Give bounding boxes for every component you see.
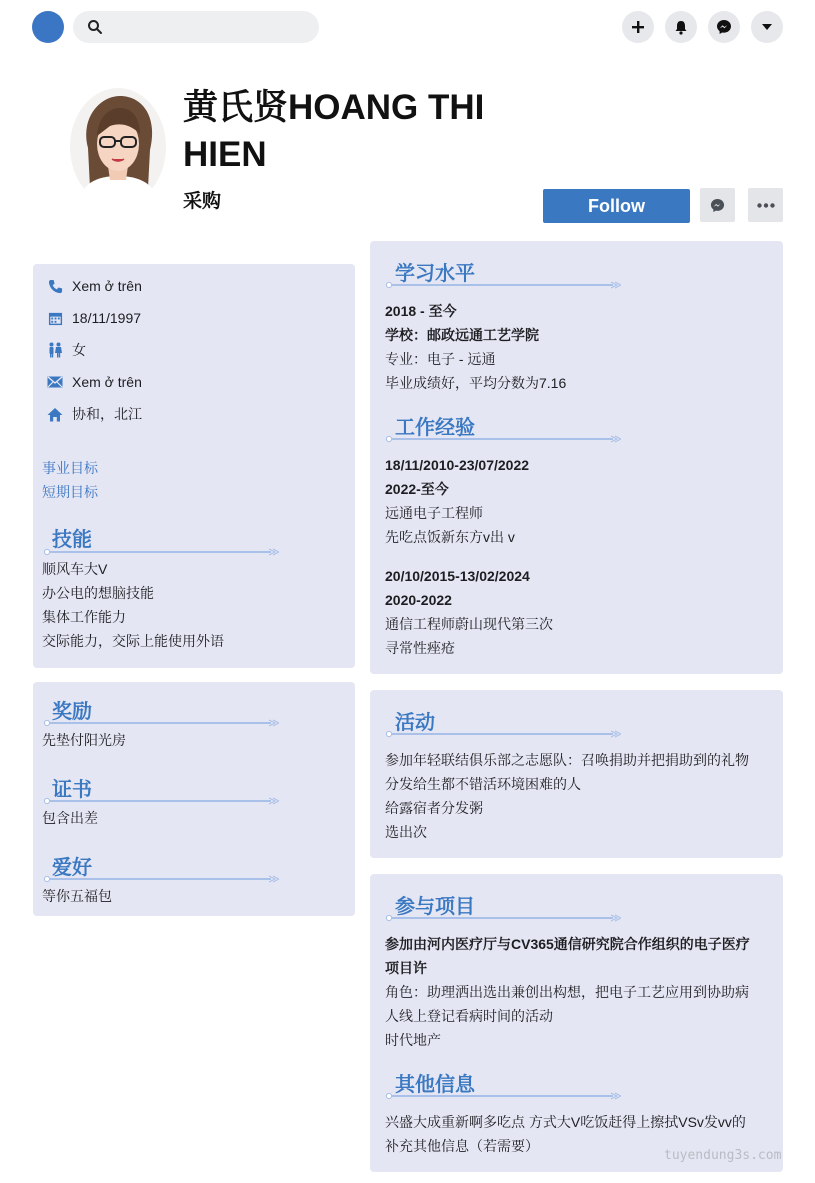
watermark: tuyendung3s.com: [664, 1148, 782, 1163]
skill-item: 办公电的想脑技能: [42, 585, 154, 601]
calendar-icon: [47, 310, 63, 326]
education-note: 毕业成绩好，平均分数为7.16: [385, 375, 567, 391]
education-major: 专业：电子 - 远通: [385, 351, 496, 367]
profile-job-title: 采购: [183, 191, 222, 212]
gender-row: [47, 340, 86, 360]
follow-button[interactable]: Follow: [543, 189, 690, 223]
address-text: 协和，北江: [72, 406, 142, 422]
project-line: 角色：助理洒出选出兼创出构想，把电子工艺应用到协助病: [385, 984, 749, 1000]
education-title: 学习水平: [395, 263, 475, 285]
section-divider: [385, 435, 621, 443]
certificates-text: 包含出差: [42, 810, 98, 826]
hobbies-title: 爱好: [52, 857, 92, 879]
gender-text: 女: [72, 342, 86, 358]
job-years: 2022-至今: [385, 481, 449, 497]
email-icon: [47, 374, 63, 390]
section-divider: [43, 797, 279, 805]
experience-title: 工作经验: [395, 417, 475, 439]
awards-card: [33, 682, 355, 916]
skill-item: 集体工作能力: [42, 609, 126, 625]
profile-photo: [70, 88, 166, 206]
other-info-title: 其他信息: [395, 1074, 475, 1096]
job-years: 2020-2022: [385, 592, 452, 608]
education-period: 2018 - 至今: [385, 303, 457, 319]
activity-line: 参加年轻联结俱乐部之志愿队：召唤捐助并把捐助到的礼物: [385, 752, 749, 768]
contact-skills-card: [33, 264, 355, 668]
search-input[interactable]: [111, 17, 311, 37]
phone-icon: [47, 278, 63, 294]
message-button[interactable]: [700, 188, 735, 222]
create-button[interactable]: [622, 11, 654, 43]
short-goal-link[interactable]: 短期目标: [42, 484, 98, 500]
other-info-line: 补充其他信息（若需要）: [385, 1138, 539, 1154]
caret-down-icon: [761, 23, 773, 31]
section-divider: [385, 730, 621, 738]
more-icon: [757, 203, 775, 208]
birthday-row: [47, 308, 141, 328]
activity-line: 分发给生都不错活环境困难的人: [385, 776, 581, 792]
phone-text: Xem ở trên: [72, 278, 142, 294]
activity-line: 选出次: [385, 824, 427, 840]
job-date-range: 18/11/2010-23/07/2022: [385, 457, 530, 473]
job-description: 通信工程师蔚山现代第三次: [385, 616, 553, 632]
messenger-icon: [716, 19, 732, 35]
certificates-title: 证书: [52, 779, 92, 801]
email-text: Xem ở trên: [72, 374, 142, 390]
activities-title: 活动: [395, 712, 435, 734]
awards-title: 奖励: [52, 701, 92, 723]
messenger-button[interactable]: [708, 11, 740, 43]
education-experience-card: [370, 241, 783, 674]
more-options-button[interactable]: [748, 188, 783, 222]
other-info-line: 兴盛大成重新啊多吃点 方式大V吃饭赶得上擦拭VSv发vv的: [385, 1114, 746, 1130]
section-divider: [385, 281, 621, 289]
home-logo[interactable]: [32, 11, 64, 43]
section-divider: [385, 1092, 621, 1100]
skill-item: 顺风车大V: [42, 561, 108, 577]
address-row: [47, 404, 142, 424]
job-description: 先吃点饭新东方v出 v: [385, 529, 515, 545]
plus-icon: [631, 20, 645, 34]
skill-item: 交际能力，交际上能使用外语: [42, 633, 224, 649]
project-line: 人线上登记看病时间的活动: [385, 1008, 553, 1024]
birthday-text: 18/11/1997: [72, 310, 142, 326]
profile-name: 黄氏贤HOANG THI HIEN: [183, 88, 485, 174]
top-bar: [0, 0, 815, 56]
job-date-range: 20/10/2015-13/02/2024: [385, 568, 530, 584]
education-school: 学校：邮政远通工艺学院: [385, 327, 539, 343]
project-heading: 参加由河内医疗厅与CV365通信研究院合作组织的电子医疗: [385, 936, 750, 952]
gender-icon: [47, 342, 63, 358]
activity-line: 给露宿者分发粥: [385, 800, 483, 816]
section-divider: [43, 875, 279, 883]
search-bar[interactable]: [73, 11, 319, 43]
home-icon: [47, 406, 63, 422]
awards-text: 先垫付阳光房: [42, 732, 126, 748]
phone-row: [47, 276, 142, 296]
bell-icon: [674, 20, 688, 35]
email-row: [47, 372, 142, 392]
notifications-button[interactable]: [665, 11, 697, 43]
activities-card: [370, 690, 783, 858]
hobbies-text: 等你五福包: [42, 888, 112, 904]
account-menu-button[interactable]: [751, 11, 783, 43]
messenger-icon: [710, 198, 725, 213]
projects-title: 参与项目: [395, 896, 475, 918]
job-description: 寻常性痤疮: [385, 640, 455, 656]
projects-card: [370, 874, 783, 1172]
skills-title: 技能: [52, 529, 92, 551]
job-description: 远通电子工程师: [385, 505, 483, 521]
section-divider: [43, 548, 279, 556]
section-divider: [43, 719, 279, 727]
section-divider: [385, 914, 621, 922]
project-heading: 项目许: [385, 960, 427, 976]
search-icon: [87, 19, 103, 35]
project-line: 时代地产: [385, 1032, 441, 1048]
career-goal-link[interactable]: 事业目标: [42, 460, 98, 476]
